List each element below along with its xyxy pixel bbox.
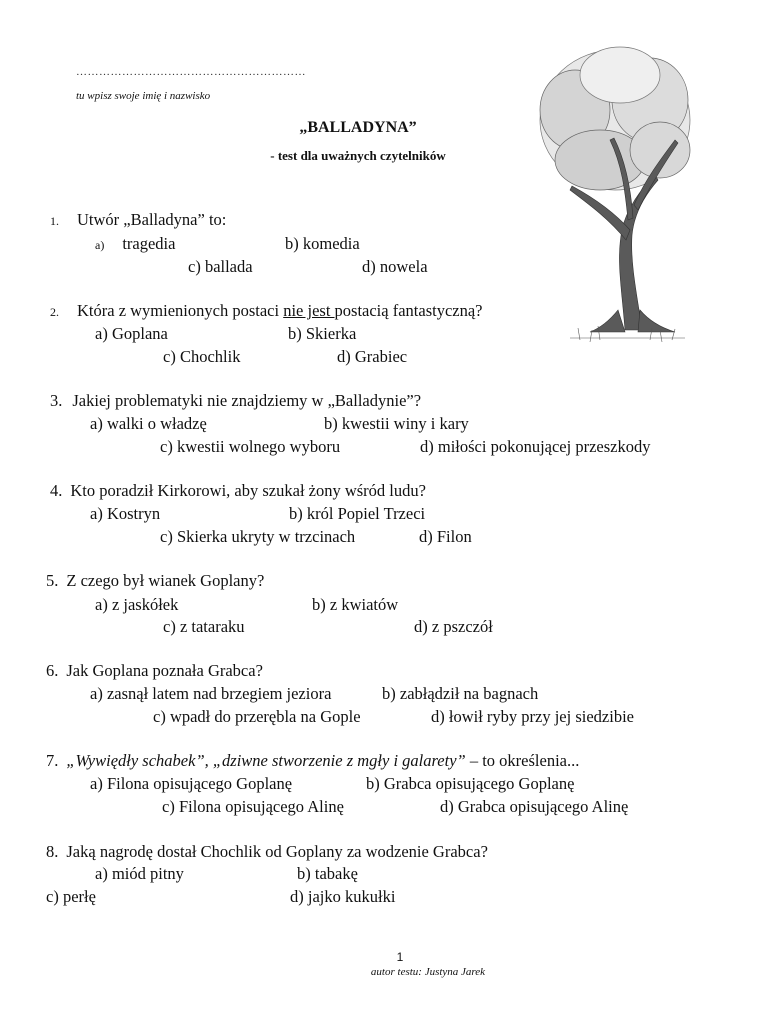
answer-2c[interactable]: c) Chochlik bbox=[163, 347, 241, 366]
name-hint: tu wpisz swoje imię i nazwisko bbox=[76, 90, 211, 102]
answer-7b[interactable]: b) Grabca opisującego Goplanę bbox=[366, 774, 575, 793]
question-text: Kto poradził Kirkorowi, aby szukał żony wśród ludu? bbox=[70, 481, 426, 500]
question-7 bbox=[46, 751, 579, 771]
answer-1d[interactable]: d) nowela bbox=[362, 257, 428, 276]
question-text: Jak Goplana poznała Grabca? bbox=[66, 661, 263, 680]
answer-7a[interactable]: a) Filona opisującego Goplanę bbox=[90, 774, 293, 793]
answer-6c[interactable]: c) wpadł do przerębla na Gople bbox=[153, 707, 361, 726]
answer-5a[interactable]: a) z jaskółek bbox=[95, 595, 179, 614]
question-text-underlined: nie jest bbox=[283, 301, 335, 320]
answer-6a[interactable]: a) zasnął latem nad brzegiem jeziora bbox=[90, 684, 332, 703]
question-1 bbox=[50, 210, 226, 230]
question-4 bbox=[50, 481, 426, 501]
answer-3b[interactable]: b) kwestii winy i kary bbox=[324, 414, 469, 433]
question-5 bbox=[46, 571, 264, 591]
answer-8c[interactable]: c) perłę bbox=[46, 887, 96, 906]
answer-label: a) bbox=[95, 238, 105, 252]
question-number: 2. bbox=[50, 305, 59, 319]
answer-3a[interactable]: a) walki o władzę bbox=[90, 414, 207, 433]
question-2 bbox=[50, 301, 483, 321]
test-subtitle: - test dla uważnych czytelników bbox=[270, 148, 446, 163]
answer-7d[interactable]: d) Grabca opisującego Alinę bbox=[440, 797, 629, 816]
answer-4c[interactable]: c) Skierka ukryty w trzcinach bbox=[160, 527, 356, 546]
question-text-end: postacią fantastyczną? bbox=[334, 301, 483, 320]
question-number: 6. bbox=[46, 661, 59, 680]
answer-8a[interactable]: a) miód pitny bbox=[95, 864, 184, 883]
question-text: Z czego był wianek Goplany? bbox=[66, 571, 265, 590]
question-quote: „Wywiędły schabek”, „dziwne stworzenie z mgły i galarety” bbox=[66, 751, 466, 770]
question-6 bbox=[46, 661, 263, 681]
question-text: – to określenia... bbox=[465, 751, 580, 770]
answer-8d[interactable]: d) jajko kukułki bbox=[290, 887, 396, 906]
question-text: Która z wymienionych postaci bbox=[77, 301, 284, 320]
question-text: Utwór „Balladyna” to: bbox=[77, 210, 227, 229]
answer-5d[interactable]: d) z pszczół bbox=[414, 617, 493, 636]
tree-illustration bbox=[530, 40, 695, 360]
answer-5c[interactable]: c) z tataraku bbox=[163, 617, 245, 636]
answer-2a[interactable]: a) Goplana bbox=[95, 324, 168, 343]
answer-3c[interactable]: c) kwestii wolnego wyboru bbox=[160, 437, 341, 456]
answer-4a[interactable]: a) Kostryn bbox=[90, 504, 161, 523]
question-number: 5. bbox=[46, 571, 59, 590]
test-title: „BALLADYNA” bbox=[299, 119, 417, 136]
test-author: autor testu: Justyna Jarek bbox=[370, 966, 486, 978]
answer-8b[interactable]: b) tabakę bbox=[297, 864, 358, 883]
question-number: 3. bbox=[50, 391, 63, 410]
answer-7c[interactable]: c) Filona opisującego Alinę bbox=[162, 797, 344, 816]
answer-1c[interactable]: c) ballada bbox=[188, 257, 253, 276]
answer-2d[interactable]: d) Grabiec bbox=[337, 347, 408, 366]
question-number: 1. bbox=[50, 214, 59, 228]
answer-6b[interactable]: b) zabłądził na bagnach bbox=[382, 684, 539, 703]
answer-6d[interactable]: d) łowił ryby przy jej siedzibie bbox=[431, 707, 634, 726]
answer-4d[interactable]: d) Filon bbox=[419, 527, 472, 546]
question-number: 7. bbox=[46, 751, 59, 770]
answer-text: tragedia bbox=[122, 234, 176, 253]
answer-1b[interactable]: b) komedia bbox=[285, 234, 360, 253]
question-number: 4. bbox=[50, 481, 63, 500]
name-line[interactable]: …………………………………………………… bbox=[76, 66, 306, 78]
answer-1a[interactable] bbox=[95, 234, 175, 254]
answer-5b[interactable]: b) z kwiatów bbox=[312, 595, 399, 614]
answer-3d[interactable]: d) miłości pokonującej przeszkody bbox=[420, 437, 651, 456]
question-8 bbox=[46, 842, 488, 862]
question-3 bbox=[50, 391, 421, 411]
question-number: 8. bbox=[46, 842, 59, 861]
answer-2b[interactable]: b) Skierka bbox=[288, 324, 357, 343]
question-text: Jakiej problematyki nie znajdziemy w „Balladynie”? bbox=[72, 391, 422, 410]
answer-4b[interactable]: b) król Popiel Trzeci bbox=[289, 504, 426, 523]
question-text: Jaką nagrodę dostał Chochlik od Goplany za wodzenie Grabca? bbox=[66, 842, 488, 861]
page-number: 1 bbox=[396, 950, 404, 964]
